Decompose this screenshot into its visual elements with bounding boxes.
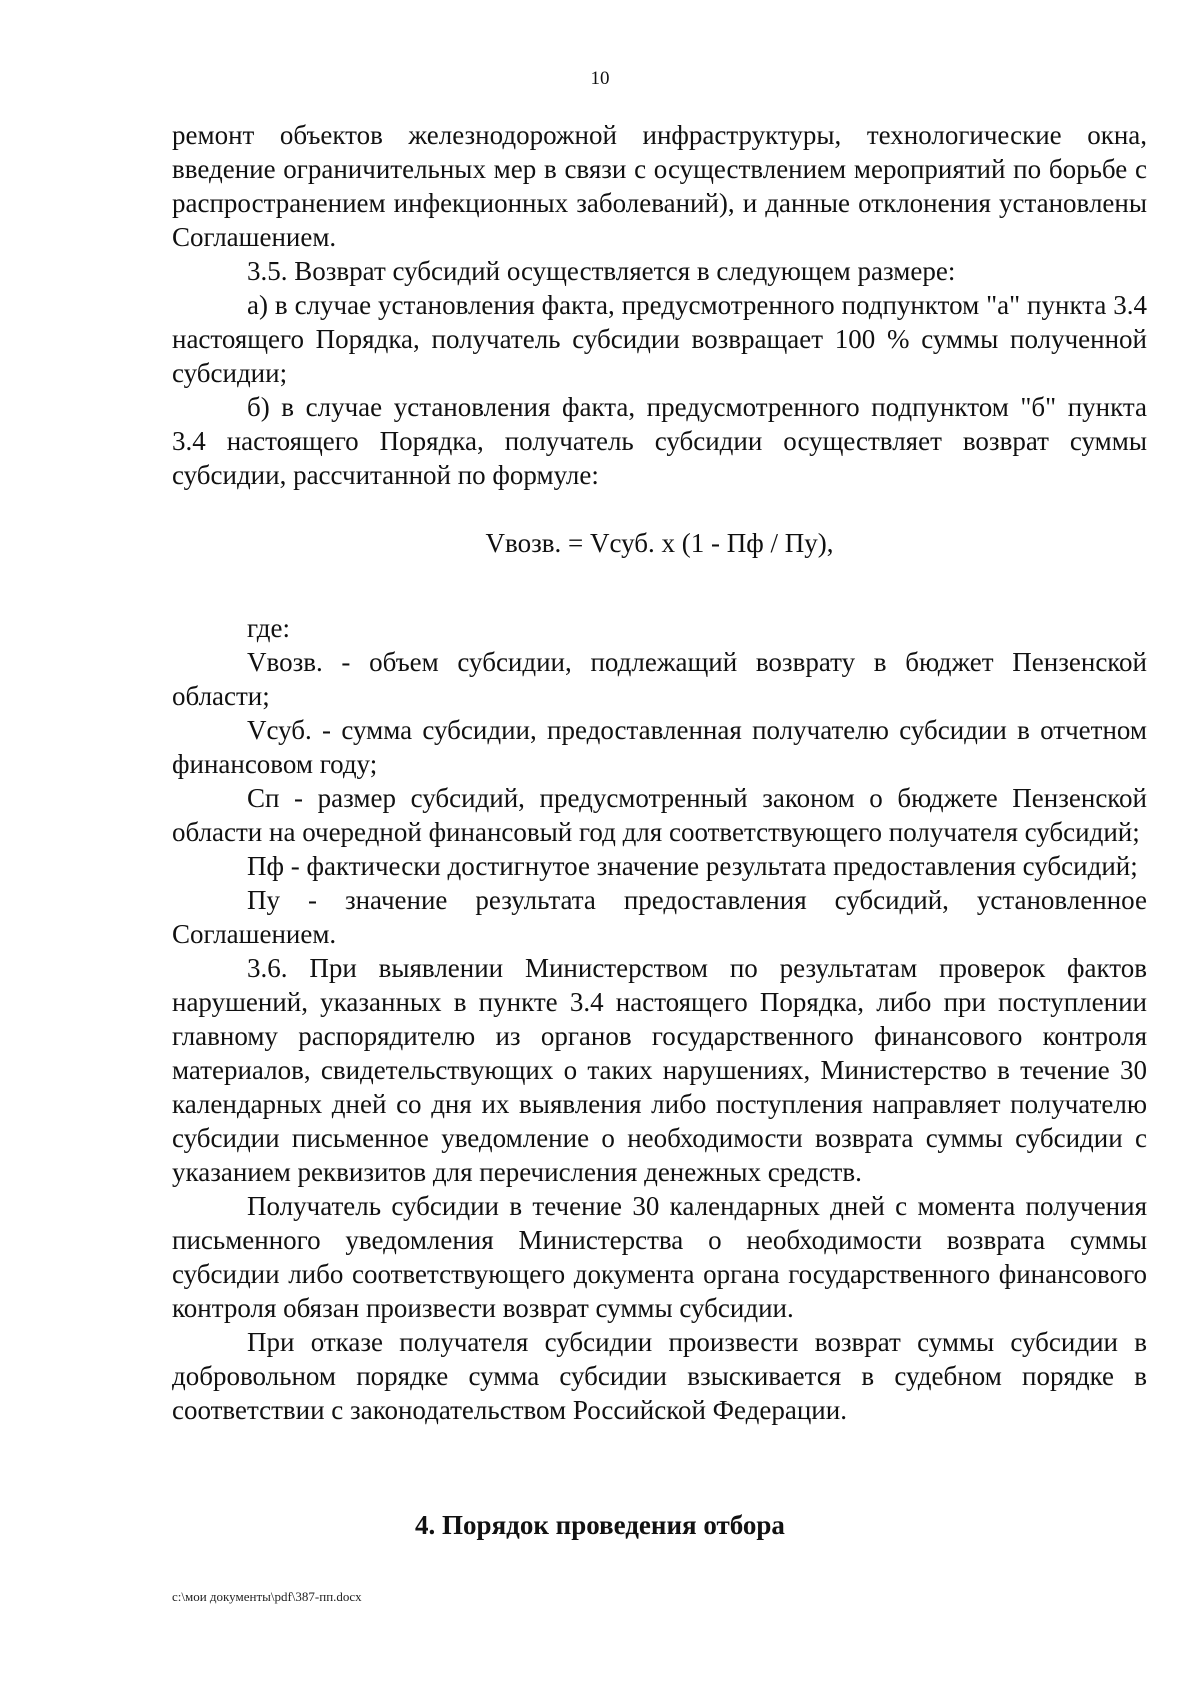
definition-sp: Сп - размер субсидий, предусмотренный законом о бюджете Пензенской области на очередной финансовый год для соответствующего получателя субсидий; bbox=[172, 783, 1147, 847]
section-heading: 4. Порядок проведения отбора bbox=[415, 1510, 785, 1540]
paragraph-3-6: 3.6. При выявлении Министерством по результатам проверок фактов нарушений, указанных в пункте 3.4 настоящего Порядка, либо при поступлении главному распорядителю из органов государственного финансового контроля материалов, свидетельствующих о таких нарушениях, Министерство в течение 30 календарных дней со дня их выявления либо поступления направляет получателю субсидии письменное уведомление о необходимости возврата суммы субсидии с указанием реквизитов для перечисления денежных средств. bbox=[172, 953, 1147, 1187]
paragraph-3-5: 3.5. Возврат субсидий осуществляется в следующем размере: bbox=[247, 256, 956, 286]
formula-where: где: bbox=[247, 613, 290, 643]
paragraph-refusal: При отказе получателя субсидии произвести возврат суммы субсидии в добровольном порядке сумма субсидии взыскивается в судебном порядке в соответствии с законодательством Российской Федерации. bbox=[172, 1327, 1147, 1425]
footer-file-path: c:\мои документы\pdf\387-пп.docx bbox=[172, 1589, 362, 1604]
return-formula: Vвозв. = Vсуб. x (1 - Пф / Пу), bbox=[485, 528, 834, 558]
definition-v-sub: Vсуб. - сумма субсидии, предоставленная получателю субсидии в отчетном финансовом году; bbox=[172, 715, 1147, 779]
paragraph-infrastructure-continuation: ремонт объектов железнодорожной инфраструктуры, технологические окна, введение ограничительных мер в связи с осуществлением мероприятий по борьбе с распространением инфекционных заболеваний), и данные отклонения установлены Соглашением. bbox=[172, 120, 1147, 252]
paragraph-recipient-obligation: Получатель субсидии в течение 30 календарных дней с момента получения письменного уведомления Министерства о необходимости возврата суммы субсидии либо соответствующего документа органа государственного финансового контроля обязан произвести возврат суммы субсидии. bbox=[172, 1191, 1147, 1323]
page-number: 10 bbox=[590, 68, 610, 89]
definition-pu: Пу - значение результата предоставления субсидий, установленное Соглашением. bbox=[172, 885, 1147, 949]
paragraph-3-5-a: а) в случае установления факта, предусмотренного подпунктом "а" пункта 3.4 настоящего Порядка, получатель субсидии возвращает 100 % суммы полученной субсидии; bbox=[172, 290, 1147, 388]
document-body bbox=[172, 118, 1147, 1427]
definition-pf: Пф - фактически достигнутое значение результата предоставления субсидий; bbox=[247, 851, 1138, 881]
definition-v-vozv: Vвозв. - объем субсидии, подлежащий возврату в бюджет Пензенской области; bbox=[172, 647, 1147, 711]
paragraph-3-5-b: б) в случае установления факта, предусмотренного подпунктом "б" пункта 3.4 настоящего Порядка, получатель субсидии осуществляет возврат суммы субсидии, рассчитанной по формуле: bbox=[172, 392, 1147, 490]
